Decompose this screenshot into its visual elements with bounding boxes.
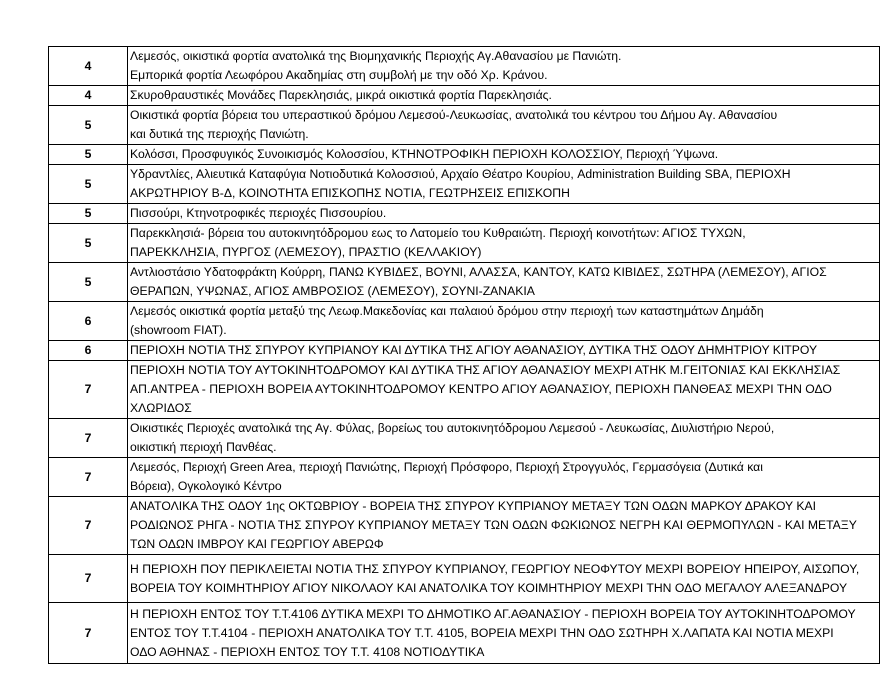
table-row [49,603,880,664]
row-description-cell: ΑΝΑΤΟΛΙΚΑ ΤΗΣ ΟΔΟΥ 1ης ΟΚΤΩΒΡΙΟΥ - ΒΟΡΕΙΑ ΤΗΣ ΣΠΥΡΟΥ ΚΥΠΡΙΑΝΟΥ ΜΕΤΑΞΥ ΤΩΝ ΟΔΩΝ ΜΑΡΚΟΥ ΔΡΑΚΟΥ ΚΑΙ ΡΟΔΙΩΝΟΣ ΡΗΓΑ - ΝΟΤΙΑ ΤΗΣ ΣΠΥΡΟΥ ΚΥΠΡΙΑΝΟΥ ΜΕΤΑΞΥ ΤΩΝ ΟΔΩΝ ΦΩΚΙΩΝΟΣ ΝΕΓΡΗ ΚΑΙ ΘΕΡΜΟΠΥΛΩΝ - ΚΑΙ ΜΕΤΑΞΥ ΤΩΝ ΟΔΩΝ ΙΜΒΡΟΥ ΚΑΙ ΓΕΩΡΓΙΟΥ ΑΒΕΡΩΦ [128,497,880,555]
row-number-cell: 5 [49,224,128,263]
row-description-cell: ΠΕΡΙΟΧΗ ΝΟΤΙΑ ΤΟΥ ΑΥΤΟΚΙΝΗΤΟΔΡΟΜΟΥ ΚΑΙ ΔΥΤΙΚΑ ΤΗΣ ΑΓΙΟΥ ΑΘΑΝΑΣΙΟΥ ΜΕΧΡΙ ΑΤΗΚ Μ.ΓΕΙΤΟΝΙΑΣ ΚΑΙ ΕΚΚΛΗΣΙΑΣ ΑΠ.ΑΝΤΡΕΑ - ΠΕΡΙΟΧΗ ΒΟΡΕΙΑ ΑΥΤΟΚΙΝΗΤΟΔΡΟΜΟΥ ΚΕΝΤΡΟ ΑΓΙΟΥ ΑΘΑΝΑΣΙΟΥ, ΠΕΡΙΟΧΗ ΠΑΝΘΕΑΣ ΜΕΧΡΙ ΤΗΝ ΟΔΟ ΧΛΩΡΙΔΟΣ [128,361,880,419]
table-row [49,47,880,86]
row-description-cell: ΠΕΡΙΟΧΗ ΝΟΤΙΑ ΤΗΣ ΣΠΥΡΟΥ ΚΥΠΡΙΑΝΟΥ ΚΑΙ ΔΥΤΙΚΑ ΤΗΣ ΑΓΙΟΥ ΑΘΑΝΑΣΙΟΥ, ΔΥΤΙΚΑ ΤΗΣ ΟΔΟΥ ΔΗΜΗΤΡΙΟΥ ΚΙΤΡΟΥ [128,341,880,361]
table-body [49,47,880,664]
area-schedule-table [48,46,880,664]
row-number-cell: 7 [49,555,128,603]
row-description-cell: Οικιστικά φορτία βόρεια του υπεραστικού δρόμου Λεμεσού-Λευκωσίας, ανατολικά του κέντρου του Δήμου Αγ. Αθανασίου και δυτικά της περιοχής Πανιώτη. [128,106,880,145]
row-description-cell: Κολόσσι, Προσφυγικός Συνοικισμός Κολοσσίου, ΚΤΗΝΟΤΡΟΦΙΚΗ ΠΕΡΙΟΧΗ ΚΟΛΟΣΣΙΟΥ, Περιοχή Ύψωνα. [128,145,880,165]
row-number-cell: 7 [49,458,128,497]
row-description-cell: Πισσούρι, Κτηνοτροφικές περιοχές Πισσουρίου. [128,204,880,224]
row-number-cell: 5 [49,106,128,145]
row-number-cell: 7 [49,361,128,419]
table-row [49,165,880,204]
row-description-cell: Λεμεσός, οικιστικά φορτία ανατολικά της Βιομηχανικής Περιοχής Αγ.Αθανασίου με Πανιώτη. Εμπορικά φορτία Λεωφόρου Ακαδημίας στη συμβολή με την οδό Χρ. Κράνου. [128,47,880,86]
row-number-cell: 4 [49,86,128,106]
table-row [49,145,880,165]
row-description-cell: Παρεκκλησιά- βόρεια του αυτοκινητόδρομου εως το Λατομείο του Κυθραιώτη. Περιοχή κοινοτήτων: ΑΓΙΟΣ ΤΥΧΩΝ, ΠΑΡΕΚΚΛΗΣΙΑ, ΠΥΡΓΟΣ (ΛΕΜΕΣΟΥ), ΠΡΑΣΤΙΟ (ΚΕΛΛΑΚΙΟΥ) [128,224,880,263]
table-row [49,497,880,555]
row-number-cell: 4 [49,47,128,86]
row-number-cell: 6 [49,302,128,341]
row-number-cell: 7 [49,497,128,555]
row-number-cell: 5 [49,204,128,224]
row-number-cell: 5 [49,165,128,204]
table-row [49,302,880,341]
row-number-cell: 7 [49,603,128,664]
row-description-cell: Οικιστικές Περιοχές ανατολικά της Αγ. Φύλας, βορείως του αυτοκινητόδρομου Λεμεσού - Λευκωσίας, Διυλιστήριο Νερού, οικιστική περιοχή Πανθέας. [128,419,880,458]
table-row [49,86,880,106]
row-description-cell: Λεμεσός, Περιοχή Green Area, περιοχή Πανιώτης, Περιοχή Πρόσφορο, Περιοχή Στρογγυλός, Γερμασόγεια (Δυτικά και Βόρεια), Ογκολογικό Κέντρο [128,458,880,497]
table-row [49,361,880,419]
table-row [49,224,880,263]
row-description-cell: Σκυροθραυστικές Μονάδες Παρεκλησιάς, μικρά οικιστικά φορτία Παρεκλησιάς. [128,86,880,106]
table-row [49,106,880,145]
table-row [49,263,880,302]
table-row [49,341,880,361]
table-row [49,458,880,497]
table-row [49,555,880,603]
row-description-cell: Η ΠΕΡΙΟΧΗ ΠΟΥ ΠΕΡΙΚΛΕΙΕΤΑΙ ΝΟΤΙΑ ΤΗΣ ΣΠΥΡΟΥ ΚΥΠΡΙΑΝΟΥ, ΓΕΩΡΓΙΟΥ ΝΕΟΦΥΤΟΥ ΜΕΧΡΙ ΒΟΡΕΙΟΥ ΗΠΕΙΡΟΥ, ΑΙΣΩΠΟΥ, ΒΟΡΕΙΑ ΤΟΥ ΚΟΙΜΗΤΗΡΙΟΥ ΑΓΙΟΥ ΝΙΚΟΛΑΟΥ ΚΑΙ ΑΝΑΤΟΛΙΚΑ ΤΟΥ ΚΟΙΜΗΤΗΡΙΟΥ ΜΕΧΡΙ ΤΗΝ ΟΔΟ ΜΕΓΑΛΟΥ ΑΛΕΞΑΝΔΡΟΥ [128,555,880,603]
row-number-cell: 5 [49,145,128,165]
row-description-cell: Αντλιοστάσιο Υδατοφράκτη Κούρρη, ΠΑΝΩ ΚΥΒΙΔΕΣ, ΒΟΥΝΙ, ΑΛΑΣΣΑ, ΚΑΝΤΟΥ, ΚΑΤΩ ΚΙΒΙΔΕΣ, ΣΩΤΗΡΑ (ΛΕΜΕΣΟΥ), ΑΓΙΟΣ ΘΕΡΑΠΩΝ, ΥΨΩΝΑΣ, ΑΓΙΟΣ ΑΜΒΡΟΣΙΟΣ (ΛΕΜΕΣΟΥ), ΣΟΥΝΙ-ΖΑΝΑΚΙΑ [128,263,880,302]
row-description-cell: Η ΠΕΡΙΟΧΗ ΕΝΤΟΣ ΤΟΥ Τ.Τ.4106 ΔΥΤΙΚΑ ΜΕΧΡΙ ΤΟ ΔΗΜΟΤΙΚΟ ΑΓ.ΑΘΑΝΑΣΙΟΥ - ΠΕΡΙΟΧΗ ΒΟΡΕΙΑ ΤΟΥ ΑΥΤΟΚΙΝΗΤΟΔΡΟΜΟΥ ΕΝΤΟΣ ΤΟΥ Τ.Τ.4104 - ΠΕΡΙΟΧΗ ΑΝΑΤΟΛΙΚΑ ΤΟΥ Τ.Τ. 4105, ΒΟΡΕΙΑ ΜΕΧΡΙ ΤΗΝ ΟΔΟ ΣΩΤΗΡΗ Χ.ΛΑΠΑΤΑ ΚΑΙ ΝΟΤΙΑ ΜΕΧΡΙ ΟΔΟ ΑΘΗΝΑΣ - ΠΕΡΙΟΧΗ ΕΝΤΟΣ ΤΟΥ Τ.Τ. 4108 ΝΟΤΙΟΔΥΤΙΚΑ [128,603,880,664]
table-row [49,204,880,224]
row-description-cell: Λεμεσός οικιστικά φορτία μεταξύ της Λεωφ.Μακεδονίας και παλαιού δρόμου στην περιοχή των καταστημάτων Δημάδη (showroom FIAT). [128,302,880,341]
table-row [49,419,880,458]
row-number-cell: 5 [49,263,128,302]
row-description-cell: Υδραντλίες, Αλιευτικά Καταφύγια Νοτιοδυτικά Κολοσσιού, Αρχαίο Θέατρο Κουρίου, Administration Building SBA, ΠΕΡΙΟΧΗ ΑΚΡΩΤΗΡΙΟΥ Β-Δ, ΚΟΙΝΟΤΗΤΑ ΕΠΙΣΚΟΠΗΣ ΝΟΤΙΑ, ΓΕΩΤΡΗΣΕΙΣ ΕΠΙΣΚΟΠΗ [128,165,880,204]
row-number-cell: 6 [49,341,128,361]
row-number-cell: 7 [49,419,128,458]
